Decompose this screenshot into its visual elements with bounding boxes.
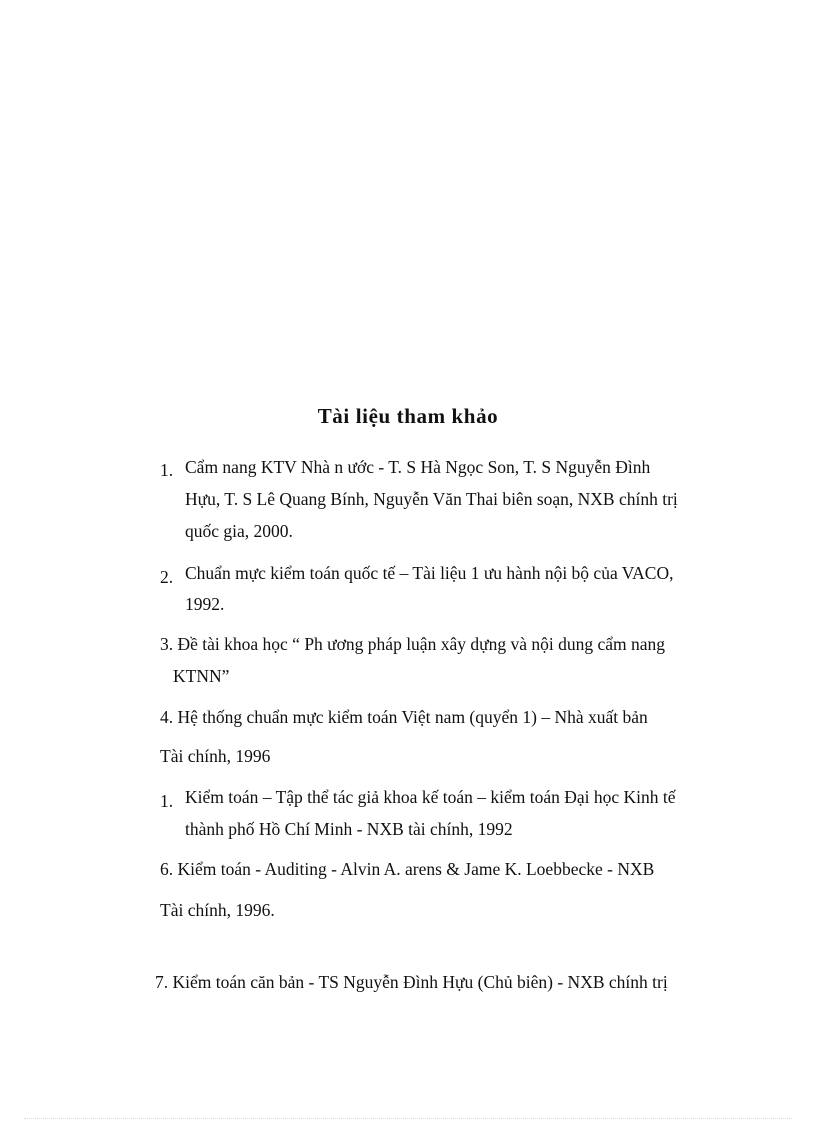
- reference-line: thành phố Hồ Chí Minh - NXB tài chính, 1992: [185, 819, 513, 839]
- reference-number: 2.: [160, 567, 174, 587]
- reference-line: 6. Kiểm toán - Auditing - Alvin A. arens & Jame K. Loebbecke - NXB: [160, 859, 655, 879]
- reference-number: 1.: [160, 460, 174, 480]
- reference-line: 1992.: [185, 594, 225, 614]
- reference-line: 4. Hệ thống chuẩn mực kiểm toán Việt nam (quyển 1) – Nhà xuất bản: [160, 707, 648, 727]
- reference-line: Tài chính, 1996.: [160, 900, 275, 920]
- page-title: Tài liệu tham khảo: [317, 404, 499, 428]
- page-bottom-rule: [24, 1118, 792, 1119]
- reference-line: 3. Đề tài khoa học “ Ph ương pháp luận xây dựng và nội dung cẩm nang: [160, 634, 665, 654]
- reference-number: 1.: [160, 791, 174, 811]
- reference-line: Kiểm toán – Tập thể tác giả khoa kế toán – kiểm toán Đại học Kinh tế: [185, 787, 676, 807]
- reference-line: Tài chính, 1996: [160, 746, 271, 766]
- reference-line: Chuẩn mực kiểm toán quốc tế – Tài liệu 1 ưu hành nội bộ của VACO,: [185, 563, 674, 583]
- reference-line: quốc gia, 2000.: [185, 521, 293, 541]
- reference-line: KTNN”: [173, 666, 230, 686]
- reference-line: 7. Kiểm toán căn bản - TS Nguyễn Đình Hựu (Chủ biên) - NXB chính trị: [155, 972, 668, 992]
- reference-line: Cẩm nang KTV Nhà n ước - T. S Hà Ngọc Son, T. S Nguyễn Đình: [185, 457, 651, 477]
- reference-line: Hựu, T. S Lê Quang Bính, Nguyễn Văn Thai biên soạn, NXB chính trị: [185, 489, 678, 509]
